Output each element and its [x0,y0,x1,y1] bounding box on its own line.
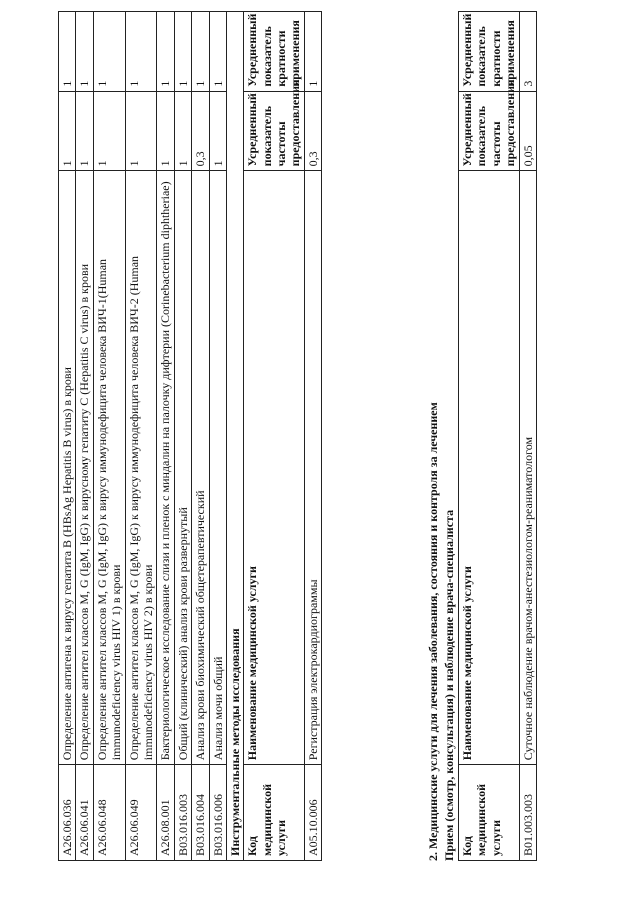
service-name: Определение антител классов M, G (IgM, IgG) к вирусному гепатиту С (Hepatitis C virus) в крови [76,171,93,765]
service-name: Анализ крови биохимический общетерапевтический [192,171,209,765]
header-multiplicity: Усредненный показатель кратности применения [244,12,305,92]
table-row [192,12,209,861]
service-code: A05.10.006 [304,765,321,861]
table-header-row [459,12,520,861]
table-row [93,12,125,861]
service-name: Регистрация электрокардиограммы [304,171,321,765]
table-row [59,12,76,861]
table-row [157,12,174,861]
service-name: Суточное наблюдение врачом-анестезиологом-реаниматологом [519,171,536,765]
multiplicity-value: 1 [157,12,174,92]
lab-services-body [59,12,227,861]
service-name: Бактериологическое исследование слизи и пленок с миндалин на палочку дифтерии (Corinebacterium diphtheriae) [157,171,174,765]
multiplicity-value: 1 [192,12,209,92]
multiplicity-value: 1 [304,12,321,92]
multiplicity-value: 1 [76,12,93,92]
frequency-value: 1 [174,91,191,171]
table-header-row [244,12,305,861]
instrumental-services-body [304,12,321,861]
section-row [226,12,243,861]
header-name: Наименование медицинской услуги [459,171,520,765]
frequency-value: 1 [93,91,125,171]
table-row [304,12,321,861]
frequency-value: 0,3 [304,91,321,171]
service-code: B03.016.004 [192,765,209,861]
section2-subtitle: Прием (осмотр, консультация) и наблюдение врача-специалиста [442,509,456,861]
multiplicity-value: 1 [174,12,191,92]
frequency-value: 1 [125,91,157,171]
section2-title: 2. Медицинские услуги для лечения заболевания, состояния и контроля за лечением [426,402,440,861]
multiplicity-value: 1 [209,12,226,92]
service-code: B01.003.003 [519,765,536,861]
table-row [76,12,93,861]
service-name: Определение антител классов M, G (IgM, IgG) к вирусу иммунодефицита человека ВИЧ-1(Human immunodeficiency virus HIV 1) в крови [93,171,125,765]
frequency-value: 1 [157,91,174,171]
service-code: B03.016.003 [174,765,191,861]
service-code: A26.08.001 [157,765,174,861]
header-frequency: Усредненный показатель частоты предоставления [459,91,520,171]
header-frequency: Усредненный показатель частоты предоставления [244,91,305,171]
table-row [519,12,536,861]
multiplicity-value: 3 [519,12,536,92]
table-row [209,12,226,861]
service-name: Общий (клинический) анализ крови развернутый [174,171,191,765]
service-code: A26.06.048 [93,765,125,861]
frequency-value: 1 [209,91,226,171]
frequency-value: 0,05 [519,91,536,171]
header-multiplicity: Усредненный показатель кратности применения [459,12,520,92]
service-code: A26.06.049 [125,765,157,861]
service-name: Определение антител классов M, G (IgM, IgG) к вирусу иммунодефицита человека ВИЧ-2 (Human immunodeficiency virus HIV 2) в крови [125,171,157,765]
frequency-value: 1 [59,91,76,171]
header-code: Код медицинской услуги [244,765,305,861]
treatment-services-body [519,12,536,861]
multiplicity-value: 1 [125,12,157,92]
table-row [125,12,157,861]
lab-services-table [58,11,322,861]
service-code: A26.06.041 [76,765,93,861]
multiplicity-value: 1 [59,12,76,92]
multiplicity-value: 1 [93,12,125,92]
header-name: Наименование медицинской услуги [244,171,305,765]
service-name: Определение антигена к вирусу гепатита В (HBsAg Hepatitis B virus) в крови [59,171,76,765]
service-name: Анализ мочи общий [209,171,226,765]
service-code: A26.06.036 [59,765,76,861]
service-code: B03.016.006 [209,765,226,861]
treatment-services-table [458,11,537,861]
frequency-value: 0,3 [192,91,209,171]
instrumental-section-title: Инструментальные методы исследования [226,12,243,861]
frequency-value: 1 [76,91,93,171]
header-code: Код медицинской услуги [459,765,520,861]
table-row [174,12,191,861]
